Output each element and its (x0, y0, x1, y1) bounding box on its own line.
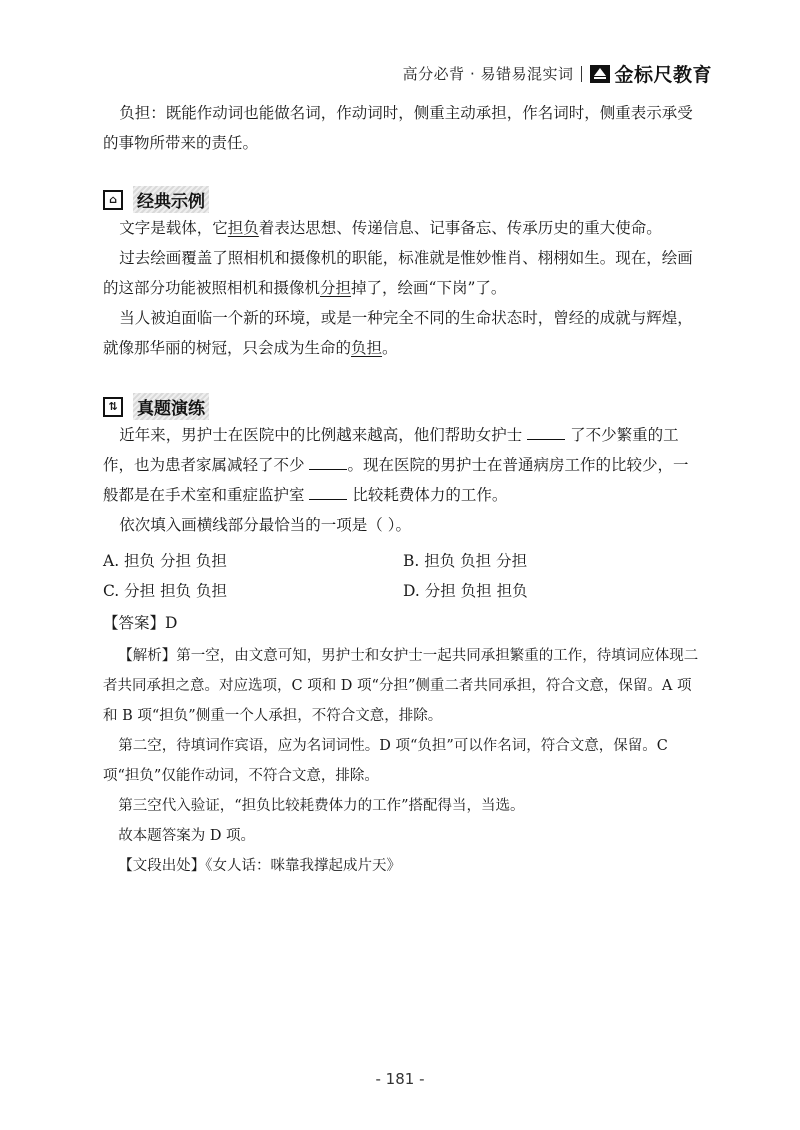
example-3: 当人被迫面临一个新的环境，或是一种完全不同的生命状态时，曾经的成就与辉煌，就像那华丽的树冠，只会成为生命的负担。 (103, 309, 693, 357)
blank-2 (309, 455, 347, 470)
brand-logo (590, 60, 712, 87)
option-a: A. 担负 分担 负担 (103, 552, 227, 570)
analysis-4: 故本题答案为 D 项。 (118, 828, 256, 844)
question-prompt: 依次填入画横线部分最恰当的一项是（ ）。 (119, 516, 411, 534)
option-d: D. 分担 负担 担负 (403, 582, 528, 600)
header-divider (581, 66, 582, 82)
intro-paragraph: 负担：既能作动词也能做名词，作动词时，侧重主动承担，作名词时，侧重表示承受的事物所带来的责任。 (103, 104, 693, 152)
page-number: - 181 - (375, 1070, 425, 1088)
option-b: B. 担负 负担 分担 (403, 552, 528, 570)
option-c: C. 分担 担负 负担 (103, 582, 228, 600)
practice-section-header (103, 393, 209, 420)
analysis-2: 第二空，待填词作宾语，应为名词词性。D 项“负担”可以作名词，符合文意，保留。C 项“担负”仅能作动词，不符合文意，排除。 (103, 738, 668, 784)
example-section-header (103, 186, 209, 213)
blank-3 (309, 485, 347, 500)
analysis (103, 641, 703, 881)
question-stem: 近年来，男护士在医院中的比例越来越高，他们帮助女护士 了不少繁重的工作，也为患者家属减轻了不少 。现在医院的男护士在普通病房工作的比较少，一般都是在手术室和重症监护室 比较耗费体力的工作。 依次填入画横线部分最恰当的一项是（ ）。 (103, 420, 703, 540)
page-header (403, 60, 712, 87)
highlight-word: 分担 (320, 279, 352, 297)
practice-icon: ⇅ (103, 397, 123, 417)
example-2: 过去绘画覆盖了照相机和摄像机的职能，标准就是惟妙惟肖、栩栩如生。现在，绘画的这部分功能被照相机和摄像机分担掉了，绘画“下岗”了。 (103, 249, 693, 297)
blank-1 (527, 425, 565, 440)
highlight-word: 负担 (351, 339, 383, 357)
source: 【文段出处】《女人话：咪靠我撑起成片天》 (118, 858, 401, 874)
example-section-title: 经典示例 (133, 186, 209, 213)
highlight-word: 担负 (227, 219, 259, 237)
example-1: 文字是载体，它担负着表达思想、传递信息、记事备忘、传承历史的重大使命。 (119, 219, 662, 237)
answer: 【答案】D (103, 614, 178, 632)
example-icon: ⌂ (103, 190, 123, 210)
header-title: 高分必背 · 易错易混实词 (402, 65, 574, 83)
analysis-3: 第三空代入验证，“担负比较耗费体力的工作”搭配得当，当选。 (118, 798, 525, 814)
analysis-1: 【解析】第一空，由文意可知，男护士和女护士一起共同承担繁重的工作，待填词应体现二者共同承担之意。对应选项，C 项和 D 项“分担”侧重二者共同承担，符合文意，保留。A 项和 B 项“担负”侧重一个人承担，不符合文意，排除。 (103, 648, 699, 724)
example-list (103, 213, 703, 363)
logo-icon (590, 65, 610, 83)
options (103, 546, 703, 606)
logo-text: 金标尺教育 (614, 64, 712, 86)
practice-section-title: 真题演练 (133, 393, 209, 420)
